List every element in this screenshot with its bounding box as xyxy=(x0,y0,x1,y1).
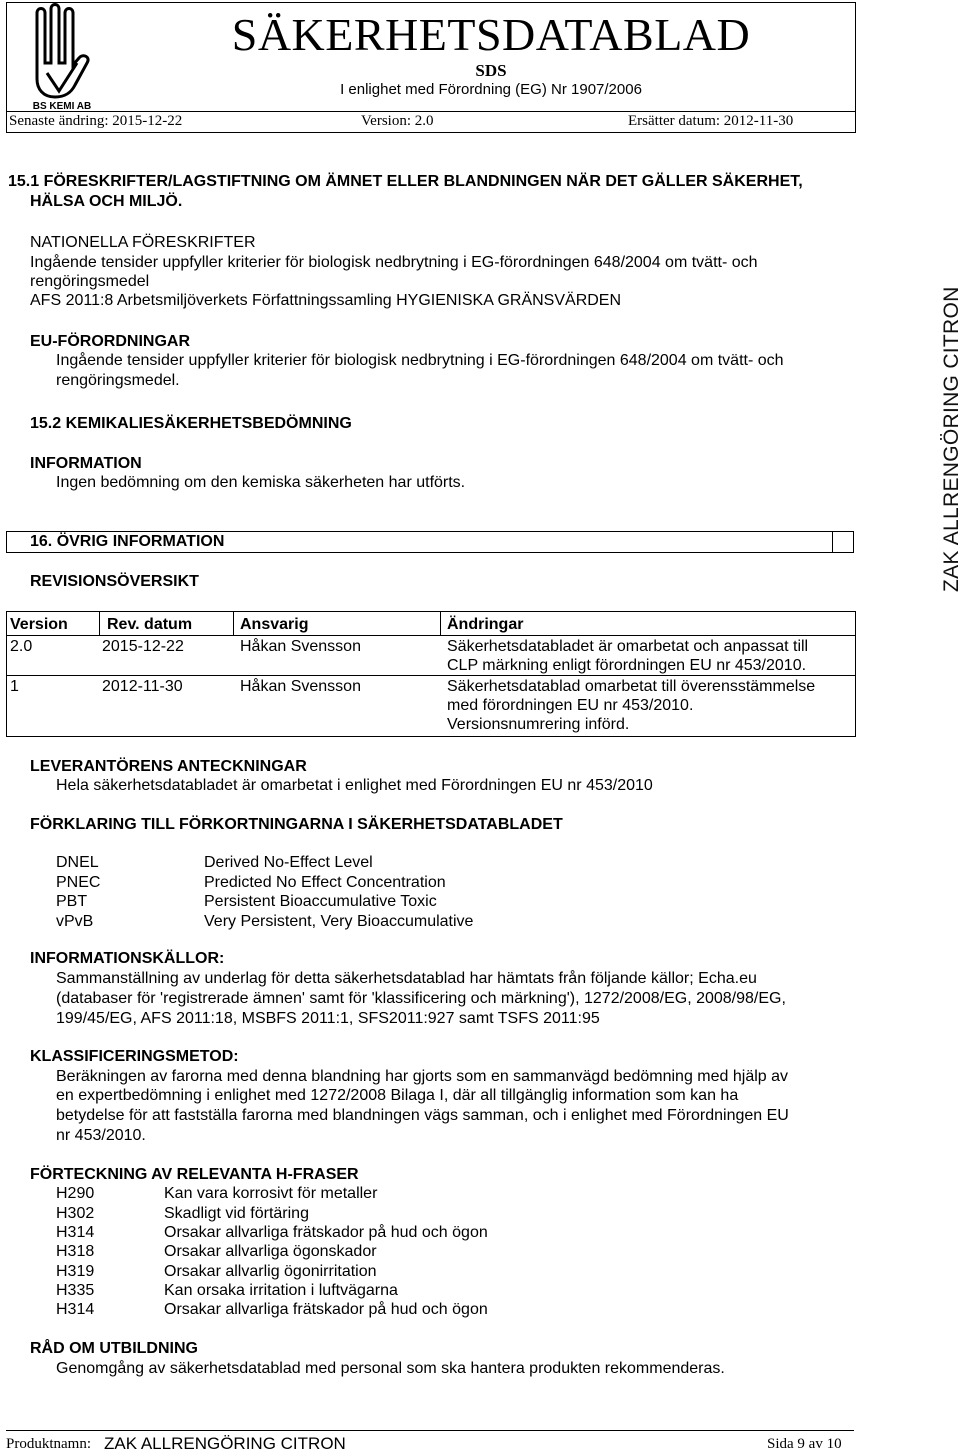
method-text-2: en expertbedömning i enlighet med 1272/2008 Bilaga I, där all tillgänglig information som kan ha xyxy=(56,1087,739,1104)
h-phrase-text: Kan vara korrosivt för metaller xyxy=(164,1185,378,1202)
document-header xyxy=(6,2,856,112)
footer-product-label: Produktnamn: xyxy=(6,1436,91,1452)
row-2-changes-3: Versionsnumrering införd. xyxy=(447,716,630,733)
last-change: Senaste ändring: 2015-12-22 xyxy=(9,113,183,129)
training-text: Genomgång av säkerhetsdatablad med personal som ska hantera produkten rekommenderas. xyxy=(56,1360,725,1377)
abbreviation-meaning: Very Persistent, Very Bioaccumulative xyxy=(204,913,474,930)
abbreviation-code: PNEC xyxy=(56,874,101,891)
abbreviation-code: DNEL xyxy=(56,854,99,871)
row-1-version: 2.0 xyxy=(10,638,33,655)
abbreviation-meaning: Predicted No Effect Concentration xyxy=(204,874,446,891)
h-phrase-text: Skadligt vid förtäring xyxy=(164,1205,309,1222)
eu-text-2: rengöringsmedel. xyxy=(56,372,180,389)
row-1-changes-1: Säkerhetsdatabladet är omarbetat och anpassat till xyxy=(447,638,809,655)
company-logo xyxy=(7,3,117,111)
logo-text: BS KEMI AB xyxy=(32,101,92,112)
method-text-4: nr 453/2010. xyxy=(56,1127,146,1144)
sources-text-1: Sammanställning av underlag för detta säkerhetsdatablad har hämtats från följande källor; Echa.eu xyxy=(56,970,757,987)
h-phrase-text: Orsakar allvarliga frätskador på hud och ögon xyxy=(164,1301,488,1318)
national-text-2: rengöringsmedel xyxy=(30,273,150,290)
h-phrase-text: Orsakar allvarliga frätskador på hud och ögon xyxy=(164,1224,488,1241)
table-header-divider xyxy=(7,635,855,636)
section-15-2-heading: 15.2 KEMIKALIESÄKERHETSBEDÖMNING xyxy=(30,415,352,432)
classification-method-heading: KLASSIFICERINGSMETOD: xyxy=(30,1048,239,1065)
footer-page-number: Sida 9 av 10 xyxy=(767,1436,842,1452)
h-phrase-text: Orsakar allvarliga ögonskador xyxy=(164,1243,377,1260)
table-header-version: Version xyxy=(10,616,68,633)
eu-text-1: Ingående tensider uppfyller kriterier för biologisk nedbrytning i EG-förordningen 648/2004 om tvätt- och xyxy=(56,352,784,369)
regulation-text: I enlighet med Förordning (EG) Nr 1907/2006 xyxy=(340,81,642,98)
eu-regulations-heading: EU-FÖRORDNINGAR xyxy=(30,333,190,350)
footer-divider xyxy=(6,1430,854,1431)
method-text-1: Beräkningen av farorna med denna blandning har gjorts som en sammanvägd bedömning med hjälp av xyxy=(56,1068,789,1085)
sources-text-3: 199/45/EG, AFS 2011:18, MSBFS 2011:1, SFS2011:927 samt TSFS 2011:95 xyxy=(56,1010,600,1027)
supplier-notes-text: Hela säkerhetsdatabladet är omarbetat i enlighet med Förordningen EU nr 453/2010 xyxy=(56,777,653,794)
row-1-date: 2015-12-22 xyxy=(102,638,184,655)
row-1-changes-2: CLP märkning enligt förordningen EU nr 453/2010. xyxy=(447,657,807,674)
side-product-name: ZAK ALLRENGÖRING CITRON xyxy=(940,286,963,592)
h-phrase-code: H335 xyxy=(56,1282,95,1299)
version-label: Version: 2.0 xyxy=(361,113,434,129)
document-subtitle: SDS xyxy=(475,61,507,80)
table-row-divider xyxy=(7,675,855,676)
section-16-heading: 16. ÖVRIG INFORMATION xyxy=(30,533,225,550)
column-divider xyxy=(99,612,100,636)
supplier-notes-heading: LEVERANTÖRENS ANTECKNINGAR xyxy=(30,758,307,775)
column-divider xyxy=(233,612,234,636)
row-2-changes-2: med förordningen EU nr 453/2010. xyxy=(447,697,694,714)
row-1-responsible: Håkan Svensson xyxy=(240,638,361,655)
h-phrase-text: Kan orsaka irritation i luftvägarna xyxy=(164,1282,398,1299)
abbreviation-meaning: Persistent Bioaccumulative Toxic xyxy=(204,893,437,910)
abbreviation-meaning: Derived No-Effect Level xyxy=(204,854,373,871)
table-header-changes: Ändringar xyxy=(447,616,524,633)
abbreviation-code: vPvB xyxy=(56,913,94,930)
h-phrase-code: H319 xyxy=(56,1263,95,1280)
abbreviations-heading: FÖRKLARING TILL FÖRKORTNINGARNA I SÄKERHETSDATABLADET xyxy=(30,816,563,833)
revision-overview-heading: REVISIONSÖVERSIKT xyxy=(30,573,199,590)
section-15-1-heading: 15.1 FÖRESKRIFTER/LAGSTIFTNING OM ÄMNET ELLER BLANDNINGEN NÄR DET GÄLLER SÄKERHET, xyxy=(8,173,803,190)
column-divider xyxy=(440,612,441,636)
national-regulations-heading: NATIONELLA FÖRESKRIFTER xyxy=(30,234,256,251)
table-header-responsible: Ansvarig xyxy=(240,616,309,633)
row-2-date: 2012-11-30 xyxy=(102,678,183,695)
h-phrase-code: H318 xyxy=(56,1243,95,1260)
row-2-version: 1 xyxy=(10,678,19,695)
h-phrases-heading: FÖRTECKNING AV RELEVANTA H-FRASER xyxy=(30,1166,359,1183)
method-text-3: betydelse för att fastställa farorna med blandningen vägs samman, och i enlighet med Förordningen EU xyxy=(56,1107,789,1124)
section-16-marker xyxy=(832,532,853,552)
document-title: SÄKERHETSDATABLAD xyxy=(231,9,751,60)
abbreviation-code: PBT xyxy=(56,893,88,910)
replaces-date: Ersätter datum: 2012-11-30 xyxy=(628,113,794,129)
national-text-3: AFS 2011:8 Arbetsmiljöverkets Författningssamling HYGIENISKA GRÄNSVÄRDEN xyxy=(30,292,622,309)
sources-text-2: (databaser för 'registrerade ämnen' samt för 'klassificering och märkning'), 1272/2008/EG, 2008/98/EG, xyxy=(56,990,786,1007)
section-15-1-heading-cont: HÄLSA OCH MILJÖ. xyxy=(30,193,183,210)
table-header-date: Rev. datum xyxy=(107,616,193,633)
h-phrase-code: H290 xyxy=(56,1185,95,1202)
revision-bar xyxy=(6,111,856,133)
national-text-1: Ingående tensider uppfyller kriterier för biologisk nedbrytning i EG-förordningen 648/2004 om tvätt- och xyxy=(30,254,758,271)
h-phrase-code: H302 xyxy=(56,1205,95,1222)
row-2-responsible: Håkan Svensson xyxy=(240,678,361,695)
footer-product-name: ZAK ALLRENGÖRING CITRON xyxy=(104,1434,346,1453)
row-2-changes-1: Säkerhetsdatablad omarbetat till överensstämmelse xyxy=(447,678,816,695)
h-phrase-code: H314 xyxy=(56,1224,95,1241)
h-phrase-code: H314 xyxy=(56,1301,95,1318)
information-heading: INFORMATION xyxy=(30,455,142,472)
information-text: Ingen bedömning om den kemiska säkerheten har utförts. xyxy=(56,474,466,491)
training-heading: RÅD OM UTBILDNING xyxy=(30,1340,198,1357)
h-phrase-text: Orsakar allvarlig ögonirritation xyxy=(164,1263,377,1280)
sources-heading: INFORMATIONSKÄLLOR: xyxy=(30,950,225,967)
